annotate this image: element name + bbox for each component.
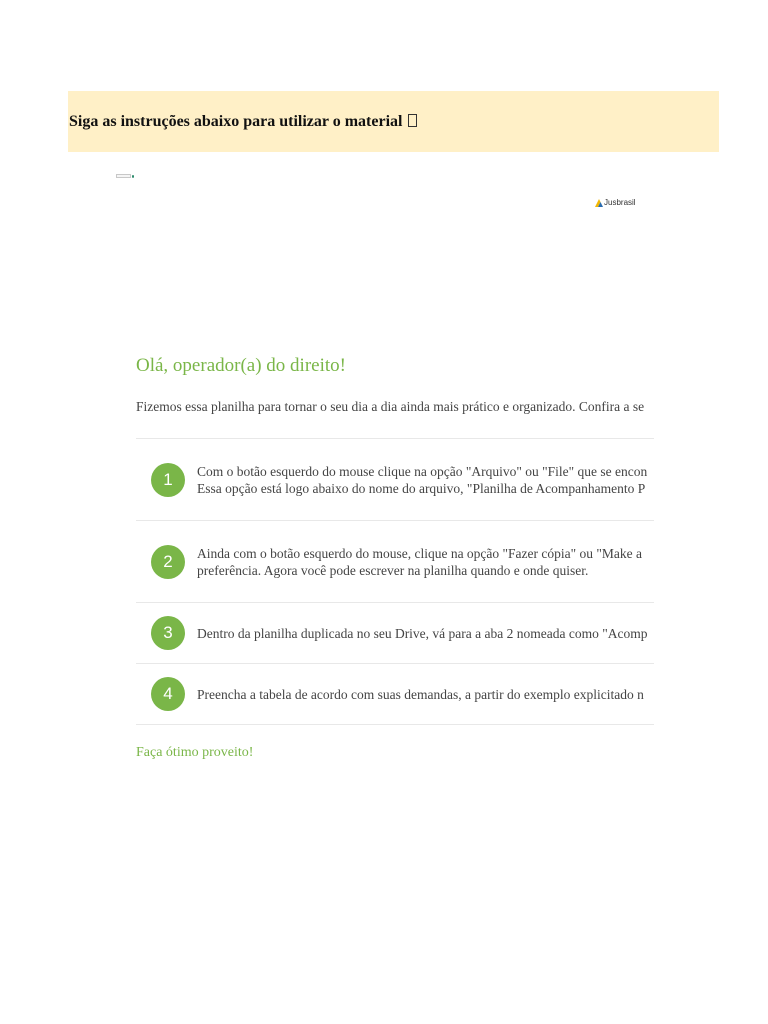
step-line: Com o botão esquerdo do mouse clique na opção "Arquivo" ou "File" que se encon: [197, 463, 648, 479]
step-text: [197, 463, 647, 497]
thumbnail-bar: [116, 174, 131, 178]
step-item-4: [136, 664, 654, 724]
thumbnail-dot: [132, 175, 135, 178]
step-line: preferência. Agora você pode escrever na planilha quando e onde quiser.: [197, 562, 589, 578]
intro-text: Fizemos essa planilha para tornar o seu dia a dia ainda mais prático e organizado. Confira a se: [136, 399, 645, 414]
logo-text: Jusbrasil: [604, 198, 636, 207]
greeting-heading: Olá, operador(a) do direito!: [136, 355, 346, 376]
step-line: Ainda com o botão esquerdo do mouse, clique na opção "Fazer cópia" ou "Make a: [197, 545, 643, 561]
step-text: [197, 686, 644, 703]
step-number-badge: 2: [151, 545, 185, 579]
banner-title-text: Siga as instruções abaixo para utilizar o material: [69, 112, 403, 130]
jusbrasil-logo[interactable]: [595, 198, 636, 207]
step-item-3: [136, 603, 654, 663]
step-number-badge: 4: [151, 677, 185, 711]
step-number-badge: 1: [151, 463, 185, 497]
closing-text: Faça ótimo proveito!: [136, 745, 254, 760]
step-text: [197, 625, 647, 642]
jusbrasil-logo-icon: [595, 199, 603, 207]
embedded-thumbnail[interactable]: [116, 173, 134, 179]
step-item-1: [136, 439, 654, 520]
step-line: Dentro da planilha duplicada no seu Drive, vá para a aba 2 nomeada como "Acomp: [197, 625, 648, 641]
step-line: Essa opção está logo abaixo do nome do arquivo, "Planilha de Acompanhamento P: [197, 480, 646, 496]
step-line: Preencha a tabela de acordo com suas demandas, a partir do exemplo explicitado n: [197, 686, 644, 702]
divider: [136, 724, 654, 725]
instructions-banner: [68, 91, 719, 152]
instructions-sheet: [136, 340, 654, 761]
banner-title: [69, 113, 417, 131]
step-item-2: [136, 521, 654, 602]
step-number-badge: 3: [151, 616, 185, 650]
missing-glyph-icon: [408, 114, 417, 127]
step-text: [197, 545, 642, 579]
